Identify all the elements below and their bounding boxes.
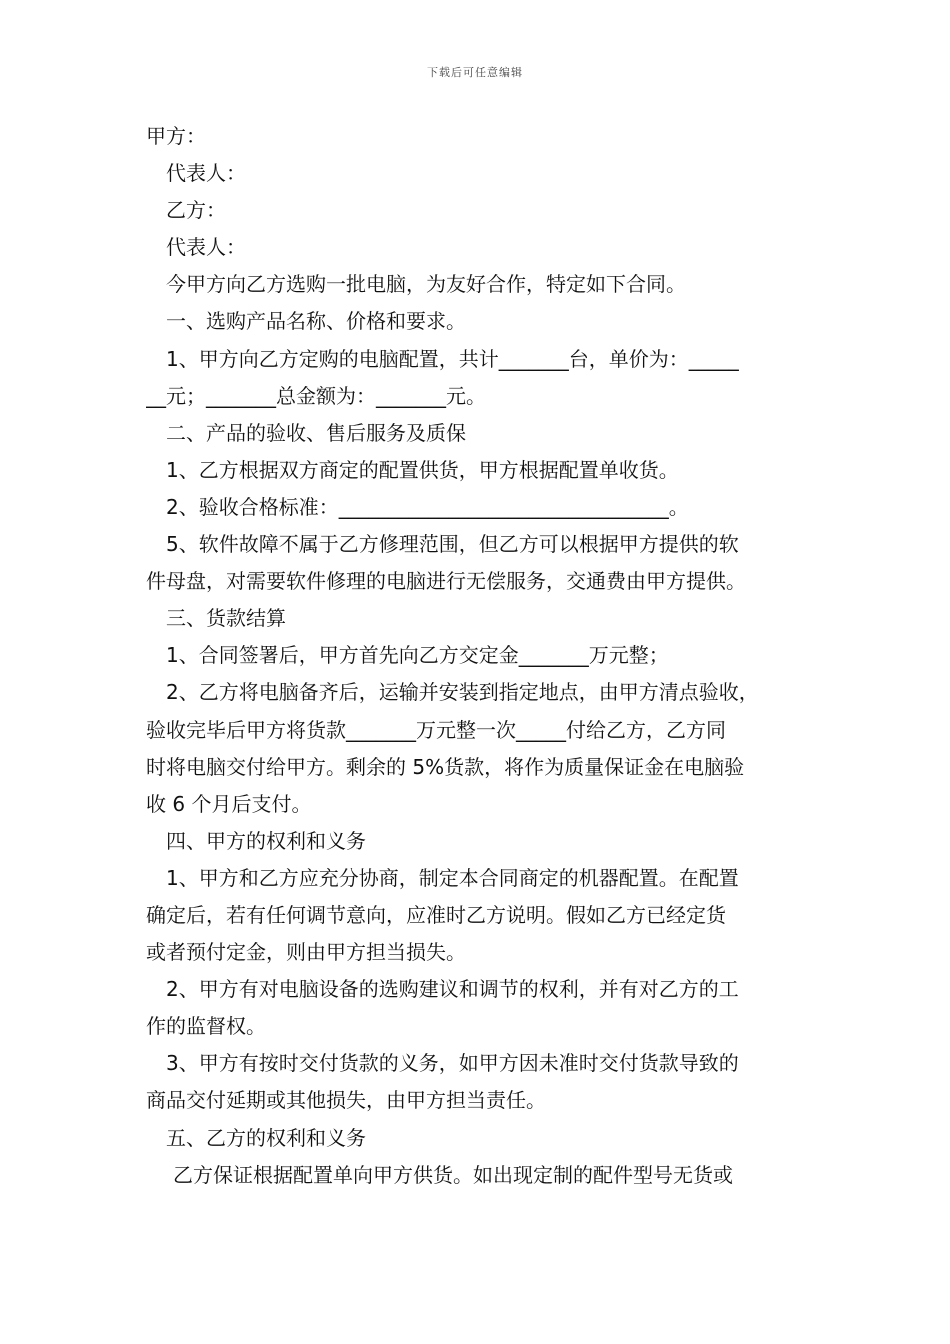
section-heading-4: 四、甲方的权利和义务: [166, 828, 366, 853]
clause-2-2: 2、验收合格标准：_________________________________。: [166, 494, 689, 519]
section-heading-3: 三、货款结算: [166, 606, 286, 631]
clause-5-line-1: 乙方保证根据配置单向甲方供货。如出现定制的配件型号无货或: [173, 1162, 733, 1187]
clause-1-1-line-1: 1、甲方向乙方定购的电脑配置，共计_______台，单价为：_____: [166, 346, 739, 371]
party-a-line: 甲方：: [146, 124, 206, 148]
preamble-paragraph: 今甲方向乙方选购一批电脑，为友好合作，特定如下合同。: [166, 272, 686, 297]
section-heading-2: 二、产品的验收、售后服务及质保: [166, 420, 466, 445]
clause-4-2-line-1: 2、甲方有对电脑设备的选购建议和调节的权利，并有对乙方的工: [166, 977, 739, 1002]
clause-3-2-line-2: 验收完毕后甲方将货款_______万元整一次_____付给乙方，乙方同: [146, 717, 726, 742]
clause-2-1: 1、乙方根据双方商定的配置供货，甲方根据配置单收货。: [166, 457, 679, 482]
section-heading-5: 五、乙方的权利和义务: [166, 1125, 366, 1150]
clause-1-1-line-2: __元；_______总金额为：_______元。: [146, 383, 486, 408]
clause-3-2-line-4: 收 6 个月后支付。: [146, 791, 312, 816]
party-b-line: 乙方：: [166, 198, 226, 223]
page-header-note: 下载后可任意编辑: [427, 66, 523, 79]
section-heading-1: 一、选购产品名称、价格和要求。: [166, 309, 466, 334]
clause-4-1-line-1: 1、甲方和乙方应充分协商，制定本合同商定的机器配置。在配置: [166, 865, 739, 890]
clause-3-1: 1、合同签署后，甲方首先向乙方交定金_______万元整；: [166, 643, 669, 668]
clause-4-2-line-2: 作的监督权。: [146, 1014, 266, 1039]
clause-4-3-line-2: 商品交付延期或其他损失，由甲方担当责任。: [146, 1088, 546, 1113]
clause-4-1-line-2: 确定后，若有任何调节意向，应准时乙方说明。假如乙方已经定货: [146, 902, 726, 927]
clause-4-1-line-3: 或者预付定金，则由甲方担当损失。: [146, 940, 466, 965]
clause-3-2-line-3: 时将电脑交付给甲方。剩余的 5%货款，将作为质量保证金在电脑验: [146, 754, 745, 779]
party-b-representative-line: 代表人：: [166, 235, 246, 260]
clause-2-5-line-1: 5、软件故障不属于乙方修理范围，但乙方可以根据甲方提供的软: [166, 532, 739, 557]
clause-4-3-line-1: 3、甲方有按时交付货款的义务，如甲方因未准时交付货款导致的: [166, 1051, 739, 1076]
clause-3-2-line-1: 2、乙方将电脑备齐后，运输并安装到指定地点，由甲方清点验收，: [166, 680, 759, 705]
party-a-representative-line: 代表人：: [166, 161, 246, 186]
clause-2-5-line-2: 件母盘，对需要软件修理的电脑进行无偿服务，交通费由甲方提供。: [146, 569, 746, 594]
contract-body: [146, 118, 814, 1194]
